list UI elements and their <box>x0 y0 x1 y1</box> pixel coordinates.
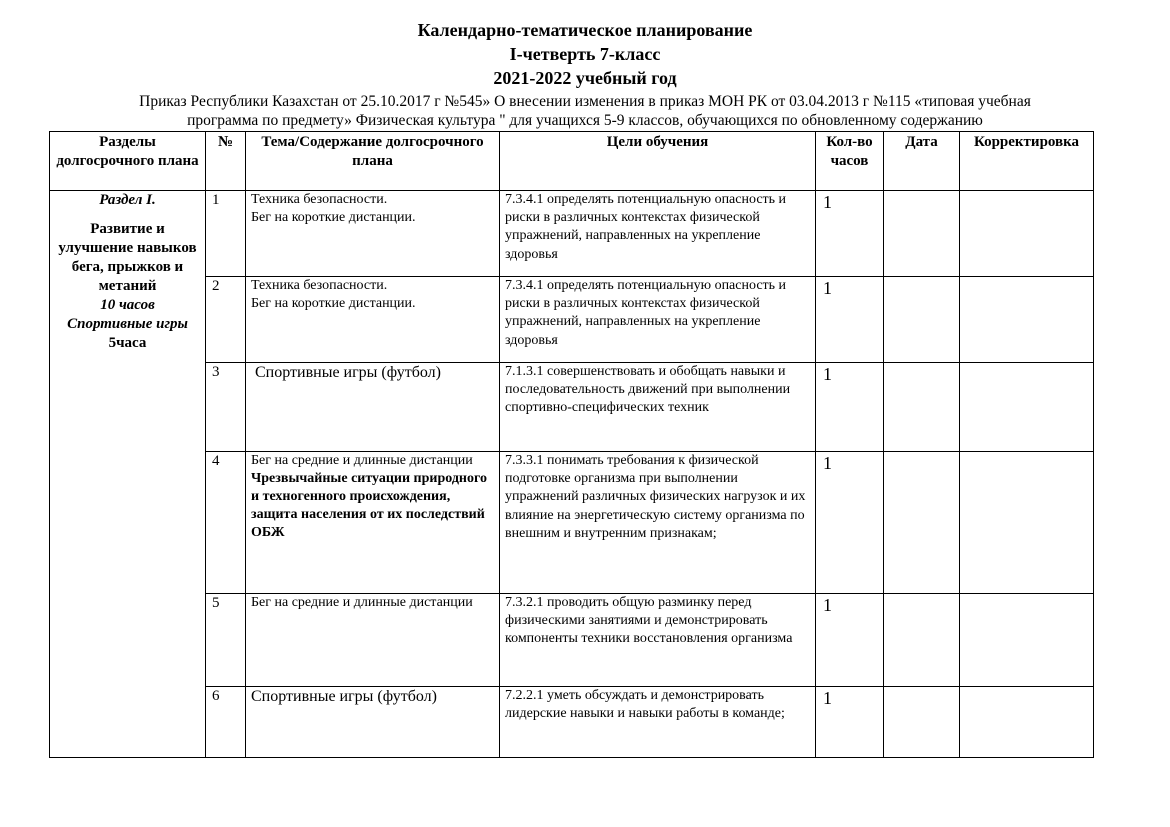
document-subtitle-quarter: I-четверть 7-класс <box>509 44 661 64</box>
row-date[interactable] <box>884 363 960 452</box>
section-games: Спортивные игры <box>67 316 188 332</box>
row-date[interactable] <box>884 277 960 363</box>
row-goal: 7.1.3.1 совершенствовать и обобщать навыки и последовательность движений при выполнении спортивно-специфических техник <box>500 363 816 452</box>
table-row <box>50 363 1094 452</box>
row-goal: 7.3.3.1 понимать требования к физической подготовке организма при выполнении упражнений различных физических нагрузок и их влияние на энергетическую систему организма по внешним и внутренним признакам; <box>500 452 816 594</box>
order-reference-line1: Приказ Республики Казахстан от 25.10.2017 г №545» О внесении изменения в приказ МОН РК от 03.04.2013 г №115 «типовая учебная <box>139 93 1031 110</box>
row-date[interactable] <box>884 594 960 687</box>
col-header-goals: Цели обучения <box>500 132 816 191</box>
section-name: Развитие и улучшение навыков бега, прыжков и метаний <box>58 221 197 294</box>
col-header-section: Разделы долгосрочного плана <box>50 132 206 191</box>
order-reference-line2: программа по предмету» Физическая культура " для учащихся 5-9 классов, обучающихся по обновленному содержанию <box>187 112 983 129</box>
row-hours: 1 <box>816 452 884 594</box>
row-hours: 1 <box>816 363 884 452</box>
row-num: 2 <box>206 277 246 363</box>
row-hours: 1 <box>816 687 884 758</box>
row-correction[interactable] <box>960 687 1094 758</box>
section-hours: 10 часов <box>100 297 155 313</box>
row-num: 1 <box>206 191 246 277</box>
row-correction[interactable] <box>960 191 1094 277</box>
row-topic: Спортивные игры (футбол) <box>246 687 500 758</box>
table-row <box>50 191 1094 277</box>
row-correction[interactable] <box>960 277 1094 363</box>
col-header-date: Дата <box>884 132 960 191</box>
row-correction[interactable] <box>960 594 1094 687</box>
order-reference <box>60 92 1110 130</box>
row-num: 6 <box>206 687 246 758</box>
row-goal: 7.3.2.1 проводить общую разминку перед физическими занятиями и демонстрировать компоненты техники восстановления организма <box>500 594 816 687</box>
row-date[interactable] <box>884 191 960 277</box>
row-hours: 1 <box>816 594 884 687</box>
row-correction[interactable] <box>960 363 1094 452</box>
row-topic-bold: Чрезвычайные ситуации природного и техногенного происхождения, защита населения от их последствий ОБЖ <box>251 471 488 540</box>
row-num: 4 <box>206 452 246 594</box>
table-row <box>50 594 1094 687</box>
row-goal: 7.3.4.1 определять потенциальную опасность и риски в различных контекстах физической упражнений, направленных на укрепление здоровья <box>500 191 816 277</box>
document-header <box>0 18 1170 90</box>
col-header-topic: Тема/Содержание долгосрочного плана <box>246 132 500 191</box>
col-header-num: № <box>206 132 246 191</box>
table-row <box>50 687 1094 758</box>
row-topic: Спортивные игры (футбол) <box>246 363 500 452</box>
section-cell <box>50 191 206 758</box>
row-date[interactable] <box>884 452 960 594</box>
row-num: 3 <box>206 363 246 452</box>
row-topic: Техника безопасности. Бег на короткие дистанции. <box>246 277 500 363</box>
section-games-hours: 5часа <box>108 335 147 351</box>
row-correction[interactable] <box>960 452 1094 594</box>
row-goal: 7.2.2.1 уметь обсуждать и демонстрировать лидерские навыки и навыки работы в команде; <box>500 687 816 758</box>
document-title: Календарно-тематическое планирование <box>417 20 753 40</box>
document-subtitle-year: 2021-2022 учебный год <box>493 68 677 88</box>
table-header-row <box>50 132 1094 191</box>
row-topic: Бег на средние и длинные дистанции Чрезвычайные ситуации природного и техногенного происхождения, защита населения от их последствий ОБЖ <box>246 452 500 594</box>
planning-table <box>49 131 1094 758</box>
row-num: 5 <box>206 594 246 687</box>
col-header-hours: Кол-во часов <box>816 132 884 191</box>
table-row <box>50 277 1094 363</box>
row-date[interactable] <box>884 687 960 758</box>
row-goal: 7.3.4.1 определять потенциальную опасность и риски в различных контекстах физической упражнений, направленных на укрепление здоровья <box>500 277 816 363</box>
table-row <box>50 452 1094 594</box>
row-hours: 1 <box>816 277 884 363</box>
row-topic: Бег на средние и длинные дистанции <box>246 594 500 687</box>
row-hours: 1 <box>816 191 884 277</box>
row-topic: Техника безопасности. Бег на короткие дистанции. <box>246 191 500 277</box>
section-label: Раздел I. <box>99 192 156 208</box>
col-header-correction: Корректировка <box>960 132 1094 191</box>
